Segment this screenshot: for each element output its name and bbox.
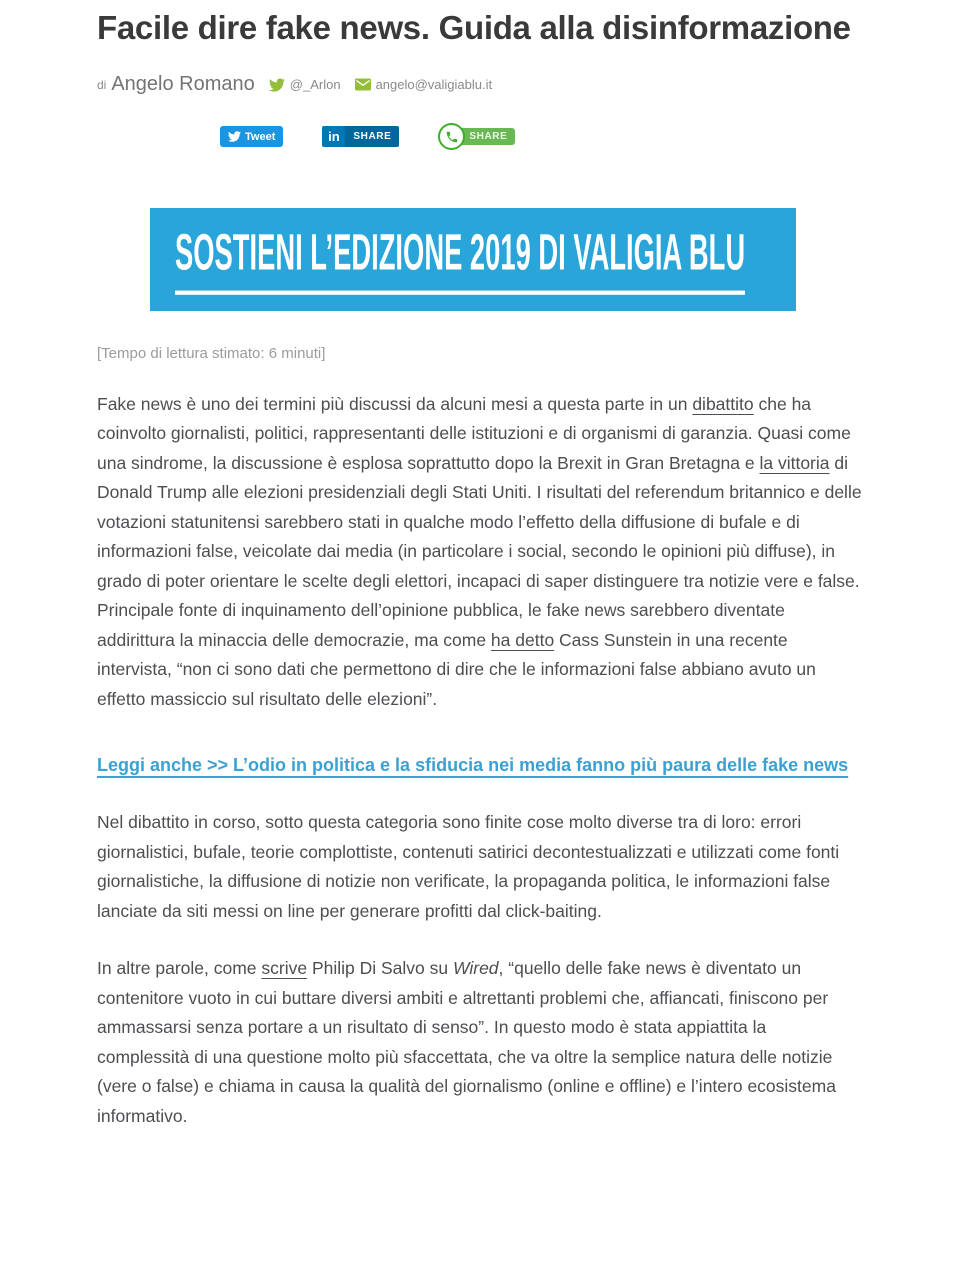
tweet-button[interactable] xyxy=(220,126,283,147)
twitter-bird-icon xyxy=(269,78,285,92)
linkedin-share-label: SHARE xyxy=(345,126,399,147)
share-buttons xyxy=(220,124,863,150)
wired-title: Wired xyxy=(453,958,499,979)
linkedin-icon: in xyxy=(322,126,345,147)
link-ha-detto[interactable]: ha detto xyxy=(490,629,555,650)
linkedin-share-button[interactable] xyxy=(322,126,399,147)
read-also-link[interactable]: Leggi anche >> L’odio in politica e la sfiducia nei media fanno più paura delle fake news xyxy=(97,755,849,776)
text-segment: Cass Sunstein in una recente intervista, “non ci sono dati che permettono di dire che le informazioni false abbiano avuto un effetto massiccio sul risultato delle elezioni”. xyxy=(97,629,816,709)
support-banner-text: SOSTIENI L’EDIZIONE 2019 DI VALIGIA BLU xyxy=(175,224,745,295)
text-segment: Nel dibattito in corso, sotto questa categoria sono finite cose molto diverse tra di loro: errori giornalistici, bufale, teorie complottiste, contenuti satirici decontestualizzati e utilizzati come fonti giornalistiche, la diffusione di notizie non verificate, la propaganda politica, le informazioni false lanciate da siti messi on line per generare profitti dal click-baiting. xyxy=(97,812,840,921)
paragraph-2 xyxy=(97,808,863,926)
article-page xyxy=(97,0,863,1131)
link-dibattito[interactable]: dibattito xyxy=(692,393,754,414)
text-segment: In altre parole, come xyxy=(97,958,262,979)
email-icon xyxy=(355,78,371,91)
reading-time: [Tempo di lettura stimato: 6 minuti] xyxy=(97,344,326,362)
text-segment: che ha coinvolto giornalisti, politici, rappresentanti delle istituzioni e di organismi di garanzia. Quasi come una sindrome, la discussione è esplosa soprattutto dopo la Brexit in Gran Bretagna e xyxy=(97,393,851,473)
page-title: Facile dire fake news. Guida alla disinformazione xyxy=(97,9,851,46)
whatsapp-share-label: SHARE xyxy=(458,128,515,145)
link-la-vittoria[interactable]: la vittoria xyxy=(759,452,830,473)
tweet-button-label: Tweet xyxy=(245,130,276,143)
link-scrive[interactable]: scrive xyxy=(261,958,308,979)
email-link[interactable]: angelo@valigiablu.it xyxy=(375,77,493,93)
text-segment: di Donald Trump alle elezioni presidenziali degli Stati Uniti. I risultati del referendum britannico e delle votazioni statunitensi sarebbero stati in qualche modo l’effetto della diffusione di bufale e di informazioni false, veicolate dai media (in particolare i social, secondo le opinioni più diffuse), in grado di poter orientare le scelte degli elettori, incapaci di saper distinguere tra notizie vere e false. Principale fonte di inquinamento dell’opinione pubblica, le fake news sarebbero diventate addirittura la minaccia delle democrazie, ma come xyxy=(97,452,862,650)
twitter-icon xyxy=(228,131,241,142)
byline xyxy=(97,72,863,98)
support-banner[interactable] xyxy=(150,208,796,311)
text-segment: Fake news è uno dei termini più discussi da alcuni mesi a questa parte in un xyxy=(97,393,693,414)
whatsapp-icon xyxy=(438,123,465,150)
paragraph-1 xyxy=(97,390,863,715)
text-segment: , “quello delle fake news è diventato un contenitore vuoto in cui buttare diversi ambiti e altrettanti problemi che, affiancati, finiscono per ammassarsi senza portare a un risultato di senso”. In questo modo è stata appiattita la complessità di una questione molto più sfaccettata, che va oltre la semplice natura delle notizie (vere o false) e chiama in causa la qualità del giornalismo (online e offline) e l’intero ecosistema informativo. xyxy=(97,958,836,1126)
whatsapp-share-button[interactable] xyxy=(438,123,515,150)
paragraph-3 xyxy=(97,954,863,1131)
twitter-handle-link[interactable]: @_Arlon xyxy=(289,77,341,93)
text-segment: Philip Di Salvo su xyxy=(307,958,453,979)
byline-prefix: di xyxy=(97,77,107,92)
author-link[interactable]: Angelo Romano xyxy=(111,73,255,96)
